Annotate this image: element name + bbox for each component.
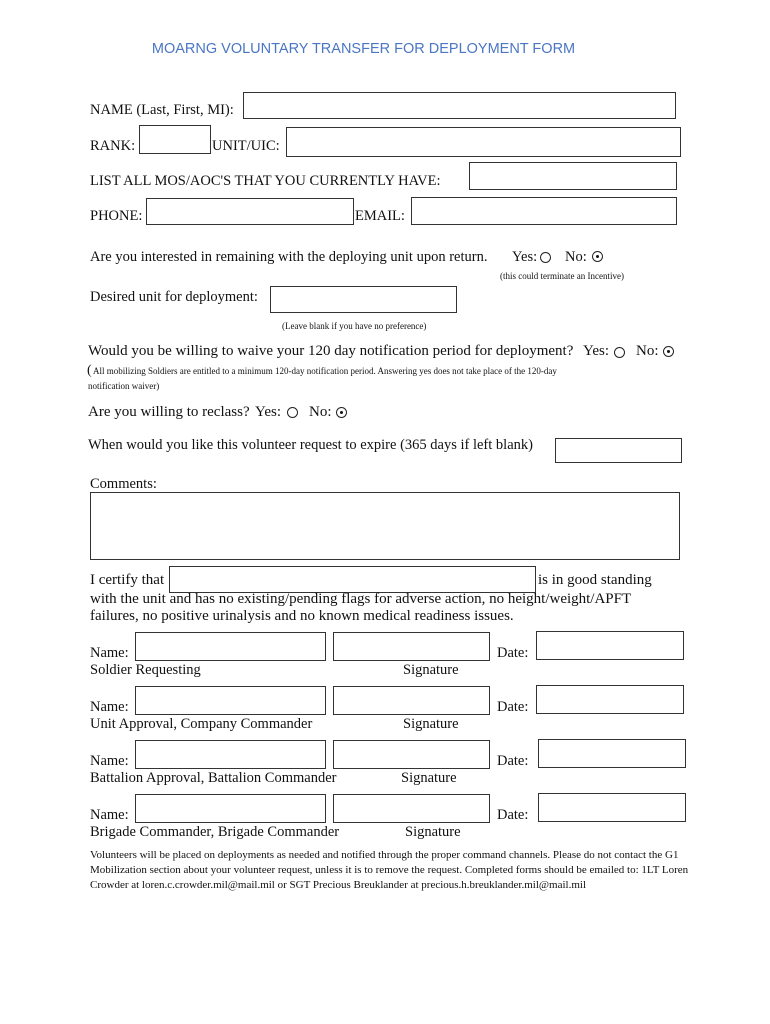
signature-name-label: Name: (90, 645, 129, 661)
desired-unit-input[interactable] (270, 286, 457, 313)
signature-input[interactable] (333, 686, 490, 715)
comments-input[interactable] (90, 492, 680, 560)
signature-date-input[interactable] (536, 631, 684, 660)
rank-label: RANK: (90, 138, 136, 154)
signature-date-label: Date: (497, 807, 529, 823)
signature-date-label: Date: (497, 645, 529, 661)
q1-text: Are you interested in remaining with the deploying unit upon return. (90, 249, 488, 265)
signature-name-label: Name: (90, 699, 129, 715)
signature-caption: Signature (403, 716, 459, 732)
signature-caption: Signature (403, 662, 459, 678)
signature-caption: Signature (405, 824, 461, 840)
signature-name-input[interactable] (135, 740, 326, 769)
q1-yes-radio[interactable] (540, 252, 551, 263)
certify-line3: failures, no positive urinalysis and no known medical readiness issues. (90, 608, 514, 624)
signature-name-input[interactable] (135, 632, 326, 661)
unit-input[interactable] (286, 127, 681, 157)
mos-input[interactable] (469, 162, 677, 190)
q2-no-label: No: (636, 343, 659, 359)
signature-role: Unit Approval, Company Commander (90, 716, 313, 732)
phone-input[interactable] (146, 198, 354, 225)
q3-no-label: No: (309, 404, 332, 420)
q1-no-radio[interactable] (592, 251, 603, 262)
email-input[interactable] (411, 197, 677, 225)
signature-role: Soldier Requesting (90, 662, 201, 678)
signature-role: Battalion Approval, Battalion Commander (90, 770, 337, 786)
q1-no-label: No: (565, 249, 587, 265)
signature-date-input[interactable] (538, 793, 686, 822)
q3-yes-label: Yes: (255, 404, 281, 420)
signature-input[interactable] (333, 740, 490, 769)
q2-no-radio[interactable] (663, 346, 674, 357)
signature-date-label: Date: (497, 699, 529, 715)
signature-name-input[interactable] (135, 794, 326, 823)
q3-yes-radio[interactable] (287, 407, 298, 418)
signature-input[interactable] (333, 794, 490, 823)
rank-input[interactable] (139, 125, 211, 154)
footer-instructions: Volunteers will be placed on deployments as needed and notified through the proper command channels. Please do not contact the G1 Mobilization section about your volunteer request, unless it is to remove the request. Completed forms should be emailed to: 1LT Loren Crowder at loren.c.crowder.mil@mail.mil or SGT Precious Breuklander at precious.h.breuklander.mil@mail.mil (90, 849, 689, 891)
q1-yes-label: Yes: (512, 249, 538, 265)
q2-note-line2: notification waiver) (88, 381, 160, 391)
q1-note: (this could terminate an Incentive) (500, 271, 624, 281)
email-label: EMAIL: (355, 208, 405, 224)
certify-post: is in good standing (538, 572, 652, 588)
q2-yes-radio[interactable] (614, 347, 625, 358)
expire-input[interactable] (555, 438, 682, 463)
signature-date-label: Date: (497, 753, 529, 769)
phone-label: PHONE: (90, 208, 143, 224)
q3-text: Are you willing to reclass? (88, 404, 250, 420)
mos-label: LIST ALL MOS/AOC'S THAT YOU CURRENTLY HAVE: (90, 173, 441, 189)
q2-yes-label: Yes: (583, 343, 609, 359)
desired-unit-label: Desired unit for deployment: (90, 289, 258, 305)
q2-note-line1: All mobilizing Soldiers are entitled to a minimum 120-day notification period. Answering yes does not take place of the 120-day (93, 366, 557, 376)
comments-label: Comments: (90, 476, 157, 492)
certify-line2: with the unit and has no existing/pending flags for adverse action, no height/weight/APFT (90, 591, 632, 607)
signature-date-input[interactable] (538, 739, 686, 768)
q2-note-paren: ( (87, 363, 92, 378)
signature-input[interactable] (333, 632, 490, 661)
expire-label: When would you like this volunteer request to expire (365 days if left blank) (88, 437, 533, 453)
name-label: NAME (Last, First, MI): (90, 102, 234, 118)
q2-text: Would you be willing to waive your 120 day notification period for deployment? (88, 343, 574, 359)
signature-name-label: Name: (90, 807, 129, 823)
q3-no-radio[interactable] (336, 407, 347, 418)
signature-role: Brigade Commander, Brigade Commander (90, 824, 340, 840)
certify-pre: I certify that (90, 572, 165, 588)
signature-name-label: Name: (90, 753, 129, 769)
unit-label: UNIT/UIC: (212, 138, 280, 154)
form-title: MOARNG VOLUNTARY TRANSFER FOR DEPLOYMENT FORM (151, 41, 576, 57)
name-input[interactable] (243, 92, 676, 119)
certify-name-input[interactable] (169, 566, 536, 593)
signature-name-input[interactable] (135, 686, 326, 715)
signature-date-input[interactable] (536, 685, 684, 714)
desired-unit-note: (Leave blank if you have no preference) (282, 321, 427, 331)
signature-caption: Signature (401, 770, 457, 786)
